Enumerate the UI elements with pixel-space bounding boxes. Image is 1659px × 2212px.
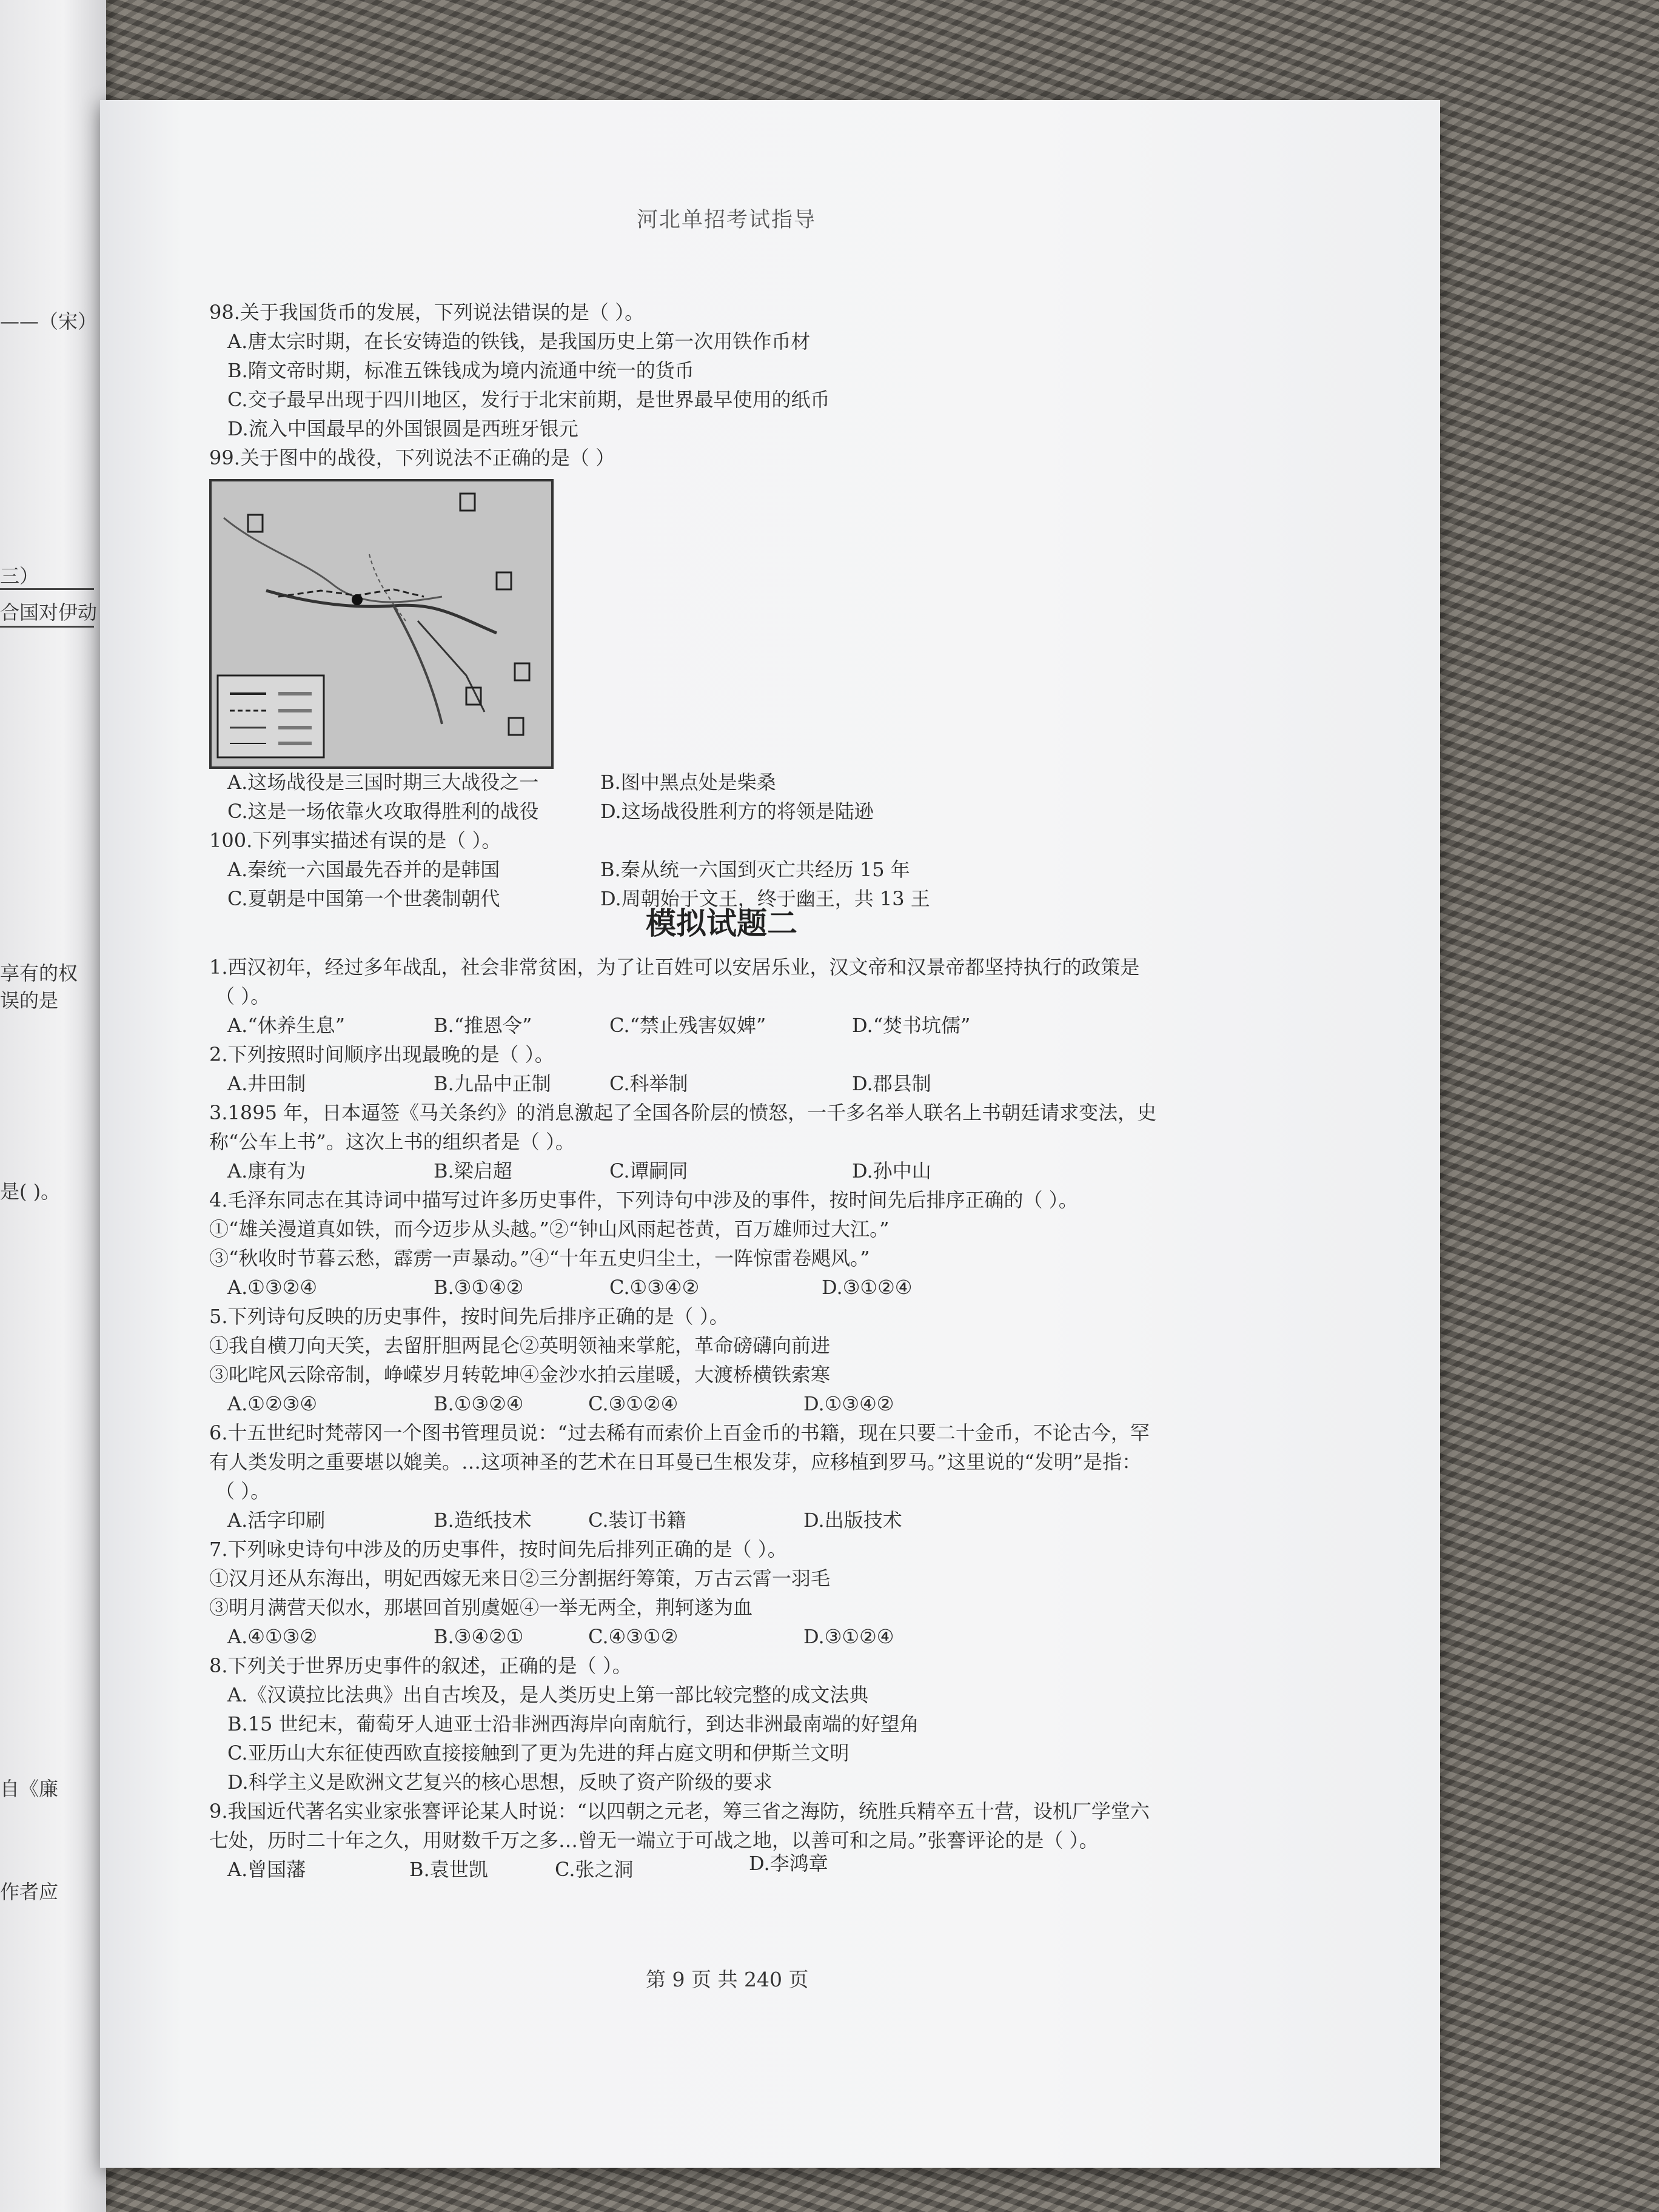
option-99-a: A.这场战役是三国时期三大战役之一 — [227, 771, 539, 794]
page-number: 第 9 页 共 240 页 — [646, 1968, 809, 1991]
option-2-a: A.井田制 — [227, 1072, 306, 1095]
question-4-poem-1: ①“雄关漫道真如铁，而今迈步从头越。”②“钟山风雨起苍黄，百万雄师过大江。” — [209, 1218, 890, 1241]
left-page-text: 自《廉 — [0, 1777, 59, 1800]
left-page-text: ——（宋） — [0, 310, 98, 333]
page-header: 河北单招考试指导 — [637, 208, 817, 232]
question-1-blank: （ ）。 — [215, 985, 270, 1008]
option-4-b: B.③①④② — [434, 1276, 524, 1299]
option-9-a: A.曾国藩 — [227, 1858, 306, 1881]
question-9: 9.我国近代著名实业家张謇评论某人时说：“以四朝之元老，筹三省之海防，统胜兵精卒五十营，设机厂学堂六 — [209, 1800, 1150, 1823]
left-page-text: 是( )。 — [0, 1180, 61, 1203]
question-6-line2: 有人类发明之重要堪以媲美。…这项神圣的艺术在日耳曼已生根发芽，应移植到罗马。”这里说的“发明”是指： — [209, 1450, 1142, 1473]
option-9-c: C.张之洞 — [555, 1858, 634, 1881]
battle-map-image — [209, 479, 554, 769]
option-9-d: D.李鸿章 — [749, 1852, 828, 1875]
question-98: 98.关于我国货币的发展，下列说法错误的是（ ）。 — [209, 301, 645, 324]
option-2-c: C.科举制 — [609, 1072, 688, 1095]
option-100-b: B.秦从统一六国到灭亡共经历 15 年 — [600, 858, 910, 881]
option-1-c: C.“禁止残害奴婢” — [609, 1014, 766, 1037]
option-100-c: C.夏朝是中国第一个世袭制朝代 — [227, 887, 500, 910]
left-page-rule — [0, 588, 94, 590]
left-page — [0, 0, 106, 2212]
option-98-c: C.交子最早出现于四川地区，发行于北宋前期，是世界最早使用的纸币 — [227, 388, 830, 411]
question-5: 5.下列诗句反映的历史事件，按时间先后排序正确的是（ ）。 — [209, 1305, 729, 1328]
option-3-b: B.梁启超 — [434, 1159, 512, 1182]
option-8-a: A.《汉谟拉比法典》出自古埃及，是人类历史上第一部比较完整的成文法典 — [227, 1683, 869, 1706]
option-8-c: C.亚历山大东征使西欧直接接触到了更为先进的拜占庭文明和伊斯兰文明 — [227, 1741, 850, 1765]
left-page-text: 三） — [0, 565, 39, 588]
option-7-d: D.③①②④ — [803, 1625, 894, 1648]
option-100-a: A.秦统一六国最先吞并的是韩国 — [227, 858, 500, 881]
option-4-c: C.①③④② — [609, 1276, 700, 1299]
question-100: 100.下列事实描述有误的是（ ）。 — [209, 829, 501, 852]
question-6: 6.十五世纪时梵蒂冈一个图书管理员说：“过去稀有而索价上百金币的书籍，现在只要二十金币，不论古今，罕 — [209, 1421, 1150, 1444]
question-8: 8.下列关于世界历史事件的叙述，正确的是（ ）。 — [209, 1654, 632, 1677]
option-7-b: B.③④②① — [434, 1625, 524, 1648]
left-page-rule — [0, 626, 94, 628]
option-8-b: B.15 世纪末，葡萄牙人迪亚士沿非洲西海岸向南航行，到达非洲最南端的好望角 — [227, 1712, 919, 1735]
left-page-text: 享有的权 — [0, 962, 78, 985]
option-9-b: B.袁世凯 — [409, 1858, 488, 1881]
left-page-text: 误的是 — [0, 989, 59, 1012]
option-5-b: B.①③②④ — [434, 1392, 524, 1415]
option-99-d: D.这场战役胜利方的将领是陆逊 — [600, 800, 874, 823]
question-3-line2: 称“公车上书”。这次上书的组织者是（ ）。 — [209, 1130, 575, 1153]
option-99-b: B.图中黑点处是柴桑 — [600, 771, 776, 794]
option-99-c: C.这是一场依靠火攻取得胜利的战役 — [227, 800, 539, 823]
option-7-c: C.④③①② — [588, 1625, 679, 1648]
option-1-d: D.“焚书坑儒” — [852, 1014, 971, 1037]
question-99: 99.关于图中的战役，下列说法不正确的是（ ） — [209, 446, 615, 469]
question-5-poem-1: ①我自横刀向天笑，去留肝胆两昆仑②英明领袖来掌舵，革命磅礴向前进 — [209, 1334, 831, 1357]
question-7: 7.下列咏史诗句中涉及的历史事件，按时间先后排列正确的是（ ）。 — [209, 1538, 787, 1561]
question-2: 2.下列按照时间顺序出现最晚的是（ ）。 — [209, 1043, 554, 1066]
option-5-d: D.①③④② — [803, 1392, 894, 1415]
option-1-b: B.“推恩令” — [434, 1014, 532, 1037]
option-98-d: D.流入中国最早的外国银圆是西班牙银元 — [227, 417, 578, 440]
left-page-text: 作者应 — [0, 1880, 59, 1903]
option-4-d: D.③①②④ — [822, 1276, 913, 1299]
question-3: 3.1895 年，日本逼签《马关条约》的消息激起了全国各阶层的愤怒，一千多名举人联名上书朝廷请求变法，史 — [209, 1101, 1157, 1124]
battle-map-drawing — [212, 481, 551, 766]
question-5-poem-2: ③叱咤风云除帝制，峥嵘岁月转乾坤④金沙水拍云崖暖，大渡桥横铁索寒 — [209, 1363, 831, 1386]
option-6-c: C.装订书籍 — [588, 1509, 686, 1532]
option-8-d: D.科学主义是欧洲文艺复兴的核心思想，反映了资产阶级的要求 — [227, 1771, 773, 1794]
option-6-a: A.活字印刷 — [227, 1509, 326, 1532]
question-1: 1.西汉初年，经过多年战乱，社会非常贫困，为了让百姓可以安居乐业，汉文帝和汉景帝都坚持执行的政策是 — [209, 956, 1140, 979]
question-7-poem-1: ①汉月还从东海出，明妃西嫁无来日②三分割据纡筹策，万古云霄一羽毛 — [209, 1567, 831, 1590]
question-4-poem-2: ③“秋收时节暮云愁，霹雳一声暴动。”④“十年五史归尘土，一阵惊雷卷飓风。” — [209, 1247, 870, 1270]
option-98-a: A.唐太宗时期，在长安铸造的铁钱，是我国历史上第一次用铁作币材 — [227, 330, 811, 353]
option-6-d: D.出版技术 — [803, 1509, 902, 1532]
option-2-d: D.郡县制 — [852, 1072, 931, 1095]
option-5-c: C.③①②④ — [588, 1392, 679, 1415]
question-4: 4.毛泽东同志在其诗词中描写过许多历史事件，下列诗句中涉及的事件，按时间先后排序正确的（ ）。 — [209, 1188, 1078, 1212]
option-3-a: A.康有为 — [227, 1159, 306, 1182]
option-2-b: B.九品中正制 — [434, 1072, 551, 1095]
option-98-b: B.隋文帝时期，标准五铢钱成为境内流通中统一的货币 — [227, 359, 694, 382]
option-5-a: A.①②③④ — [227, 1392, 318, 1415]
left-page-text: 合国对伊动 — [0, 601, 98, 624]
option-100-d: D.周朝始于文王，终于幽王，共 13 王 — [600, 887, 930, 910]
option-1-a: A.“休养生息” — [227, 1014, 346, 1037]
question-9-line2: 七处，历时二十年之久，用财数千万之多…曾无一端立于可战之地，以善可和之局。”张謇评论的是（ ）。 — [209, 1829, 1099, 1852]
question-6-blank: （ ）。 — [215, 1480, 270, 1503]
exam-page — [100, 100, 1440, 2168]
option-7-a: A.④①③② — [227, 1625, 318, 1648]
question-7-poem-2: ③明月满营天似水，那堪回首别虞姬④一举无两全，荆轲遂为血 — [209, 1596, 753, 1619]
option-4-a: A.①③②④ — [227, 1276, 318, 1299]
section-title: 模拟试题二 — [646, 906, 797, 941]
option-3-d: D.孙中山 — [852, 1159, 931, 1182]
option-6-b: B.造纸技术 — [434, 1509, 532, 1532]
option-3-c: C.谭嗣同 — [609, 1159, 688, 1182]
